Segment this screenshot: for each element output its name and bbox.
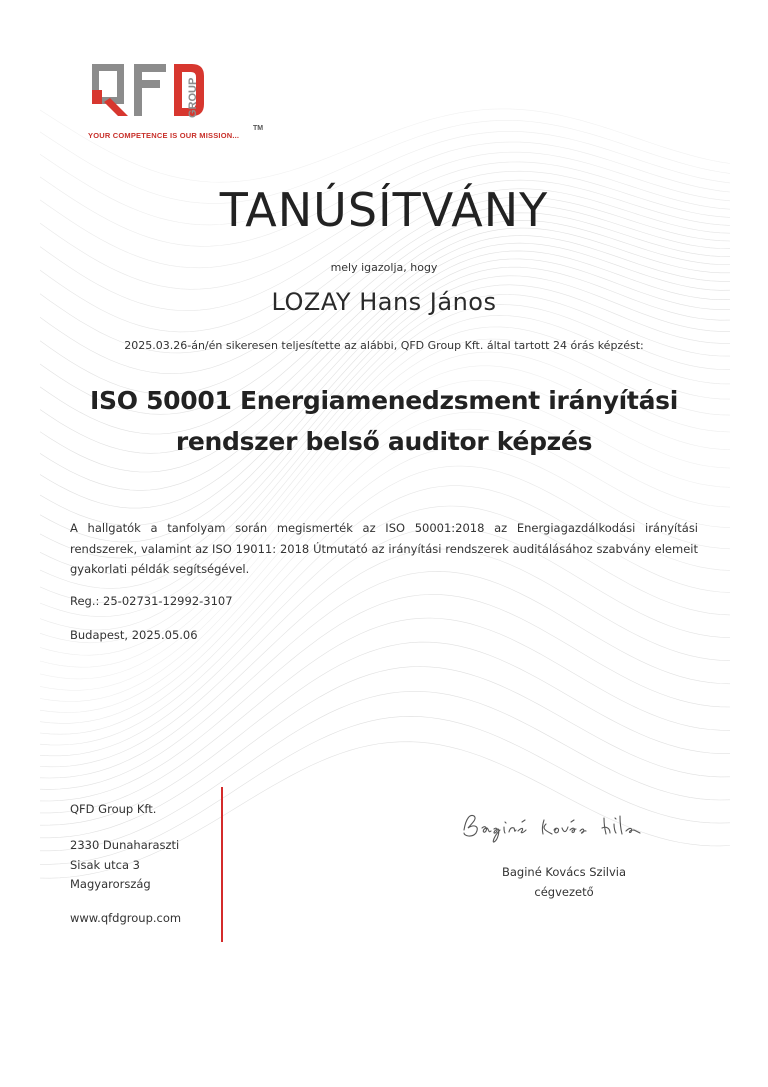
address-line3: Magyarország	[70, 877, 151, 891]
logo-group-text: GROUP	[187, 77, 199, 118]
certificate-title: TANÚSÍTVÁNY	[219, 183, 549, 237]
logo-tagline: YOUR COMPETENCE IS OUR MISSION...	[88, 131, 240, 140]
handwritten-signature	[458, 800, 668, 850]
signatory-name: Baginé Kovács Szilvia	[501, 865, 627, 879]
course-description: A hallgatók a tanfolyam során megismerték az ISO 50001:2018 az Energiagazdálkodási irányítási rendszerek, valamint az ISO 19011: 2018 Útmutató az irányítási rendszerek auditálásához szabvány elemeit gyakorlati példák segítségével.	[70, 521, 698, 576]
footer-divider	[221, 787, 223, 942]
completion-statement: 2025.03.26-án/én sikeresen teljesítette az alábbi, QFD Group Kft. által tartott 24 órás képzést:	[124, 339, 644, 352]
course-title-line2: rendszer belső auditor képzés	[175, 427, 593, 456]
registration-number: Reg.: 25-02731-12992-3107	[70, 594, 233, 608]
address-line1: 2330 Dunaharaszti	[70, 838, 180, 852]
wave-line	[40, 642, 730, 825]
company-website[interactable]: www.qfdgroup.com	[70, 911, 182, 925]
address-line2: Sisak utca 3	[70, 858, 140, 872]
course-title	[60, 380, 708, 462]
recipient-name: LOZAY Hans János	[271, 288, 497, 316]
certificate-subtitle: mely igazolja, hogy	[330, 261, 438, 274]
trademark-mark: TM	[253, 125, 264, 132]
signatory-role: cégvezető	[534, 885, 594, 899]
wave-line	[40, 595, 730, 802]
course-title-line1: ISO 50001 Energiamenedzsment irányítási	[90, 386, 678, 415]
wave-line	[40, 549, 730, 778]
wave-line	[40, 327, 730, 630]
company-name: QFD Group Kft.	[70, 802, 157, 816]
place-and-date: Budapest, 2025.05.06	[70, 628, 198, 642]
